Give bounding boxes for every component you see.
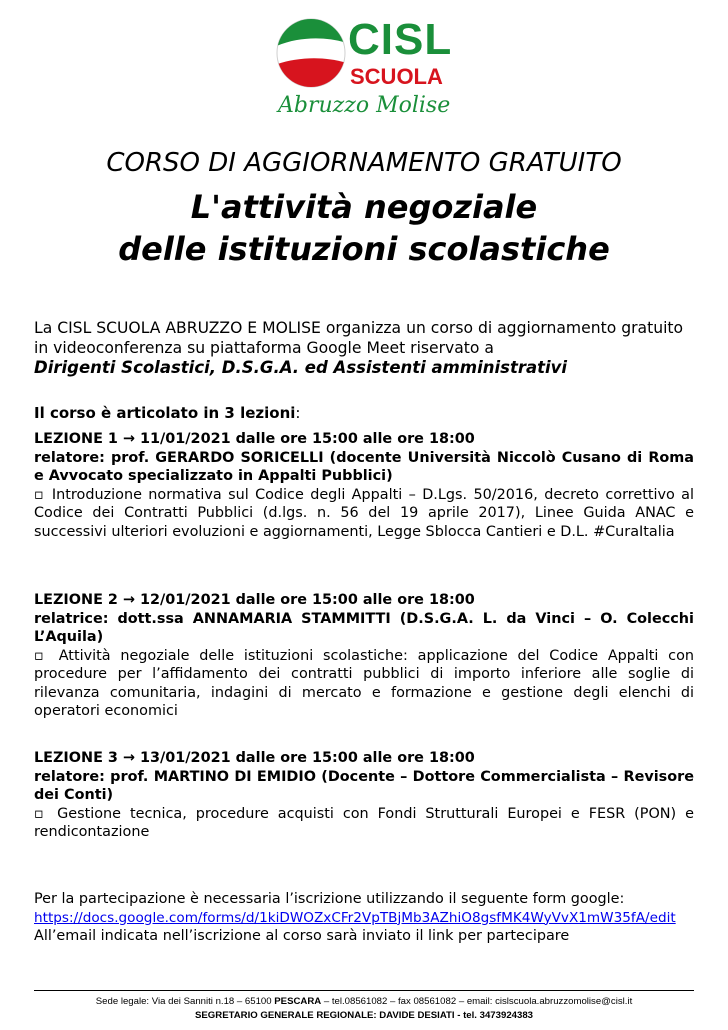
course-structure-colon: :: [295, 404, 301, 422]
logo-emblem-icon: [272, 14, 350, 92]
registration-form-link[interactable]: https://docs.google.com/forms/d/1kiDWOZxCFr2VpTBjMb3AZhiO8gsfMK4WyVvX1mW35fA/edit: [34, 909, 676, 926]
course-title-line-2: delle istituzioni scolastiche: [118, 230, 610, 268]
course-title-line-1: L'attività negoziale: [190, 188, 538, 226]
lesson-2: [34, 591, 694, 721]
lesson-title: LEZIONE 3 → 13/01/2021 dalle ore 15:00 alle ore 18:00: [34, 750, 475, 766]
registration-note: All’email indicata nell’iscrizione al corso sarà inviato il link per partecipare: [34, 928, 570, 944]
lesson-description: ▫ Attività negoziale delle istituzioni scolastiche: applicazione del Codice Appalti con procedure per l’affidamento dei contratti pubblici di importo inferiore alle soglie di rilevanza comunitaria, indagini di mercato e formazione e gestione degli elenchi di operatori economici: [34, 647, 694, 719]
lesson-speaker: relatrice: dott.ssa ANNAMARIA STAMMITTI (D.S.G.A. L. da Vinci – O. Colecchi L’Aquila): [34, 610, 694, 645]
lesson-speaker: relatore: prof. GERARDO SORICELLI (docente Università Niccolò Cusano di Roma e Avvocato specializzato in Appalti Pubblici): [34, 449, 694, 484]
registration-info: [34, 890, 694, 946]
registration-text: Per la partecipazione è necessaria l’iscrizione utilizzando il seguente form google:: [34, 891, 625, 907]
course-type-heading: CORSO DI AGGIORNAMENTO GRATUITO: [106, 148, 622, 178]
intro-paragraph: [34, 318, 694, 378]
intro-text: La CISL SCUOLA ABRUZZO E MOLISE organizza un corso di aggiornamento gratuito in videoconferenza su piattaforma Google Meet riservato a: [34, 319, 684, 357]
logo-brand: CISL: [348, 15, 453, 64]
footer-address-pre: Sede legale: Via dei Sanniti n.18 – 65100: [95, 996, 275, 1007]
footer-city: PESCARA: [274, 996, 322, 1007]
lesson-description: ▫ Gestione tecnica, procedure acquisti con Fondi Strutturali Europei e FESR (PON) e rendicontazione: [34, 805, 694, 840]
lesson-speaker: relatore: prof. MARTINO DI EMIDIO (Docente – Dottore Commercialista – Revisore dei Conti): [34, 768, 694, 803]
course-structure-bold: Il corso è articolato in 3 lezioni: [34, 404, 296, 422]
logo-region: Abruzzo Molise: [278, 93, 451, 118]
lesson-1: [34, 430, 694, 541]
course-structure: [34, 404, 694, 423]
lesson-3: [34, 749, 694, 842]
footer-address: [0, 996, 728, 1008]
lesson-description: ▫ Introduzione normativa sul Codice degli Appalti – D.Lgs. 50/2016, decreto correttivo al Codice dei Contratti Pubblici (d.lgs. n. 56 del 19 aprile 2017), Linee Guida ANAC e successivi ulteriori evoluzioni e aggiornamenti, Legge Sblocca Cantieri e D.L. #CuraItalia: [34, 486, 694, 540]
course-title: [0, 186, 728, 270]
footer-divider: [34, 990, 694, 991]
footer-secretary: SEGRETARIO GENERALE REGIONALE: DAVIDE DESIATI - tel. 3473924383: [195, 1010, 533, 1021]
cisl-scuola-logo: [272, 14, 462, 122]
lesson-title: LEZIONE 1 → 11/01/2021 dalle ore 15:00 alle ore 18:00: [34, 431, 475, 447]
intro-audience: Dirigenti Scolastici, D.S.G.A. ed Assistenti amministrativi: [34, 358, 568, 377]
logo-subtitle: SCUOLA: [350, 64, 443, 89]
lesson-title: LEZIONE 2 → 12/01/2021 dalle ore 15:00 alle ore 18:00: [34, 592, 475, 608]
footer-address-post: – tel.08561082 – fax 08561082 – email: cislscuola.abruzzomolise@cisl.it: [321, 996, 633, 1007]
